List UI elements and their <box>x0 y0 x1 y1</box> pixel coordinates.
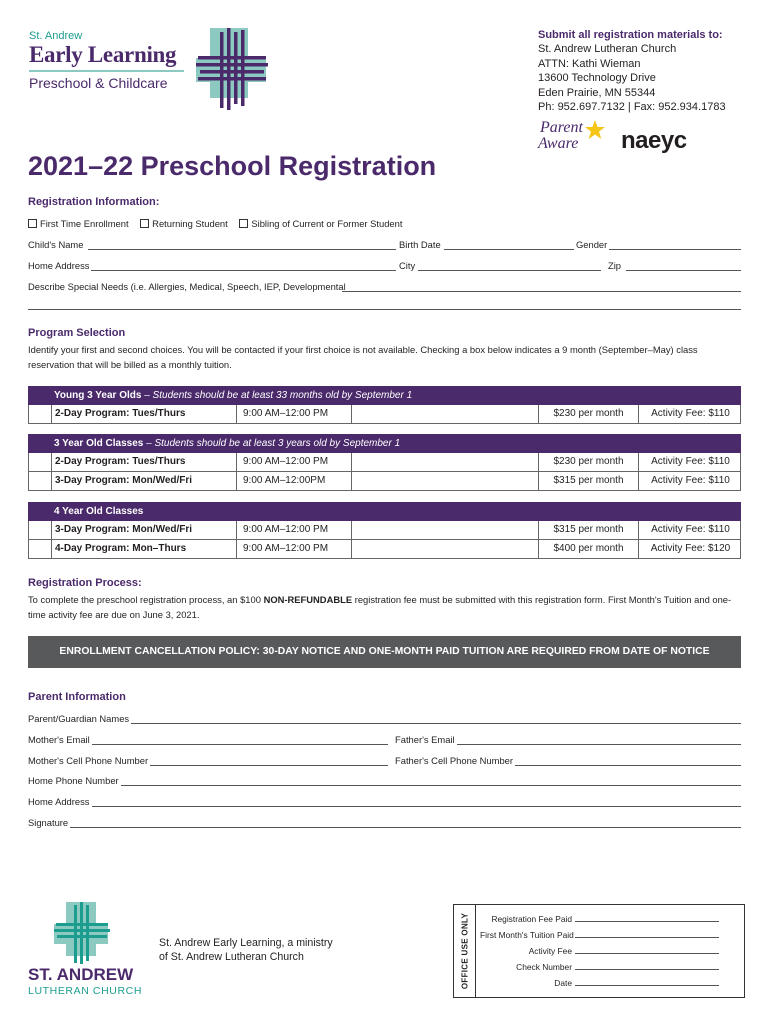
father-cell-label: Father's Cell Phone Number <box>395 755 513 766</box>
first-time-option[interactable]: First Time Enrollment <box>28 218 129 229</box>
office-line[interactable] <box>575 946 719 954</box>
signature-label: Signature <box>28 817 69 828</box>
gender-field[interactable] <box>609 240 741 250</box>
program-name: 4-Day Program: Mon–Thurs <box>51 540 236 558</box>
program-name: 2-Day Program: Tues/Thurs <box>51 405 236 423</box>
program-heading: Program Selection <box>28 327 126 339</box>
zip-label: Zip <box>608 260 622 271</box>
office-line[interactable] <box>575 962 719 970</box>
program-time: 9:00 AM–12:00 PM <box>236 540 351 558</box>
group-3-year-header: 3 Year Old Classes – Students should be at least 3 years old by September 1 <box>28 434 741 453</box>
program-row <box>28 453 741 472</box>
lutheran-cross-icon <box>54 902 110 964</box>
program-description: Identify your first and second choices. You will be contacted if your first choice is not available. Checking a box below indicates a 9 month (September–May) class reservation that will be billed as a monthly tuition. <box>28 344 698 370</box>
star-icon <box>584 119 606 141</box>
parent-address-field[interactable] <box>28 797 741 807</box>
program-fee: Activity Fee: $110 <box>638 472 742 490</box>
program-name: 3-Day Program: Mon/Wed/Fri <box>51 521 236 539</box>
group-4-year-header: 4 Year Old Classes <box>28 502 741 521</box>
program-choice-cell[interactable] <box>351 540 538 558</box>
home-phone-field[interactable] <box>28 776 741 786</box>
child-name-label: Child's Name <box>28 239 84 250</box>
home-address-label: Home Address <box>28 260 90 271</box>
program-name: 2-Day Program: Tues/Thurs <box>51 453 236 471</box>
logo-line-2: Early Learning <box>29 42 177 67</box>
logo-bottom-small: LUTHERAN CHURCH <box>28 985 143 997</box>
lutheran-church-logo <box>28 965 142 997</box>
logo-line-1: St. Andrew <box>29 30 83 42</box>
gender-label: Gender <box>576 239 608 250</box>
city-label: City <box>399 260 416 271</box>
program-time: 9:00 AM–12:00 PM <box>236 405 351 423</box>
signature-field[interactable] <box>28 818 741 828</box>
cross-emblem-icon <box>196 28 268 110</box>
office-row: Check Number <box>480 962 719 972</box>
submit-phone: Ph: 952.697.7132 | Fax: 952.934.1783 <box>538 101 726 114</box>
process-heading: Registration Process: <box>28 577 142 589</box>
guardian-names-field[interactable] <box>28 714 741 724</box>
special-needs-field[interactable] <box>342 282 741 292</box>
logo-bottom-big: ST. ANDREW <box>28 965 134 984</box>
special-needs-field-2[interactable] <box>28 300 741 310</box>
program-checkbox[interactable] <box>29 521 51 539</box>
returning-option[interactable]: Returning Student <box>140 218 228 229</box>
parent-aware-logo <box>538 119 608 157</box>
office-line[interactable] <box>575 930 719 938</box>
program-fee: Activity Fee: $110 <box>638 405 742 423</box>
home-address-field[interactable] <box>91 261 396 271</box>
program-fee: Activity Fee: $110 <box>638 521 742 539</box>
naeyc-logo: naeyc <box>621 127 687 154</box>
program-price: $315 per month <box>538 472 638 490</box>
zip-field[interactable] <box>626 261 741 271</box>
office-line[interactable] <box>575 978 719 986</box>
submit-heading: Submit all registration materials to: <box>538 29 723 41</box>
program-checkbox[interactable] <box>29 453 51 471</box>
sibling-option[interactable]: Sibling of Current or Former Student <box>239 218 402 229</box>
ministry-text <box>159 937 333 964</box>
submit-line-3: 13600 Technology Drive <box>538 72 656 85</box>
father-email-label: Father's Email <box>395 734 455 745</box>
program-price: $230 per month <box>538 405 638 423</box>
guardian-names-label: Parent/Guardian Names <box>28 713 130 724</box>
parent-aware-word-2: Aware <box>538 135 579 152</box>
office-use-box <box>453 904 745 998</box>
parent-aware-word-1: Parent <box>540 119 583 136</box>
logo-line-3: Preschool & Childcare <box>29 75 168 91</box>
program-time: 9:00 AM–12:00 PM <box>236 453 351 471</box>
program-row <box>28 405 741 424</box>
program-fee: Activity Fee: $120 <box>638 540 742 558</box>
program-time: 9:00 AM–12:00PM <box>236 472 351 490</box>
returning-checkbox[interactable] <box>140 219 149 228</box>
program-choice-cell[interactable] <box>351 472 538 490</box>
office-row: Activity Fee <box>480 946 719 956</box>
office-use-tab: OFFICE USE ONLY <box>454 905 476 997</box>
program-price: $315 per month <box>538 521 638 539</box>
submit-line-1: St. Andrew Lutheran Church <box>538 43 677 56</box>
city-field[interactable] <box>418 261 601 271</box>
office-row: Registration Fee Paid <box>480 914 719 924</box>
cancellation-policy-banner: ENROLLMENT CANCELLATION POLICY: 30-DAY NOTICE AND ONE-MONTH PAID TUITION ARE REQUIRED FROM DATE OF NOTICE <box>28 636 741 668</box>
program-row <box>28 540 741 559</box>
registration-heading: Registration Information: <box>28 196 160 208</box>
ministry-line-2: of St. Andrew Lutheran Church <box>159 950 304 963</box>
program-choice-cell[interactable] <box>351 521 538 539</box>
early-learning-logo <box>29 30 184 91</box>
program-checkbox[interactable] <box>29 540 51 558</box>
program-checkbox[interactable] <box>29 405 51 423</box>
mother-cell-label: Mother's Cell Phone Number <box>28 755 149 766</box>
birth-date-label: Birth Date <box>399 239 441 250</box>
process-text: To complete the preschool registration process, an $100 NON-REFUNDABLE registration fee must be submitted with this registration form. First Month's Tuition and one-time activity fee are due on June 3, 2021. <box>28 594 732 620</box>
child-name-field[interactable] <box>88 240 396 250</box>
program-price: $230 per month <box>538 453 638 471</box>
parent-address-label: Home Address <box>28 796 90 807</box>
program-row <box>28 521 741 540</box>
office-row: Date <box>480 978 719 988</box>
page-title: 2021–22 Preschool Registration <box>28 151 437 181</box>
program-price: $400 per month <box>538 540 638 558</box>
parent-heading: Parent Information <box>28 691 126 703</box>
enrollment-options <box>28 218 402 229</box>
office-line[interactable] <box>575 914 719 922</box>
program-row <box>28 472 741 491</box>
program-name: 3-Day Program: Mon/Wed/Fri <box>51 472 236 490</box>
program-choice-cell[interactable] <box>351 405 538 423</box>
program-choice-cell[interactable] <box>351 453 538 471</box>
sibling-checkbox[interactable] <box>239 219 248 228</box>
ministry-line-1: St. Andrew Early Learning, a ministry <box>159 937 333 949</box>
office-row: First Month's Tuition Paid <box>480 930 719 940</box>
mother-email-label: Mother's Email <box>28 734 90 745</box>
logo-rule <box>29 70 184 72</box>
program-fee: Activity Fee: $110 <box>638 453 742 471</box>
first-time-checkbox[interactable] <box>28 219 37 228</box>
group-young-3-header: Young 3 Year Olds – Students should be at least 33 months old by September 1 <box>28 386 741 405</box>
birth-date-field[interactable] <box>444 240 574 250</box>
program-checkbox[interactable] <box>29 472 51 490</box>
home-phone-label: Home Phone Number <box>28 775 119 786</box>
special-needs-label: Describe Special Needs (i.e. Allergies, Medical, Speech, IEP, Developmental <box>28 281 346 292</box>
program-time: 9:00 AM–12:00 PM <box>236 521 351 539</box>
submit-line-4: Eden Prairie, MN 55344 <box>538 86 656 99</box>
submit-line-2: ATTN: Kathi Wieman <box>538 57 641 70</box>
submit-address-block <box>538 28 726 114</box>
